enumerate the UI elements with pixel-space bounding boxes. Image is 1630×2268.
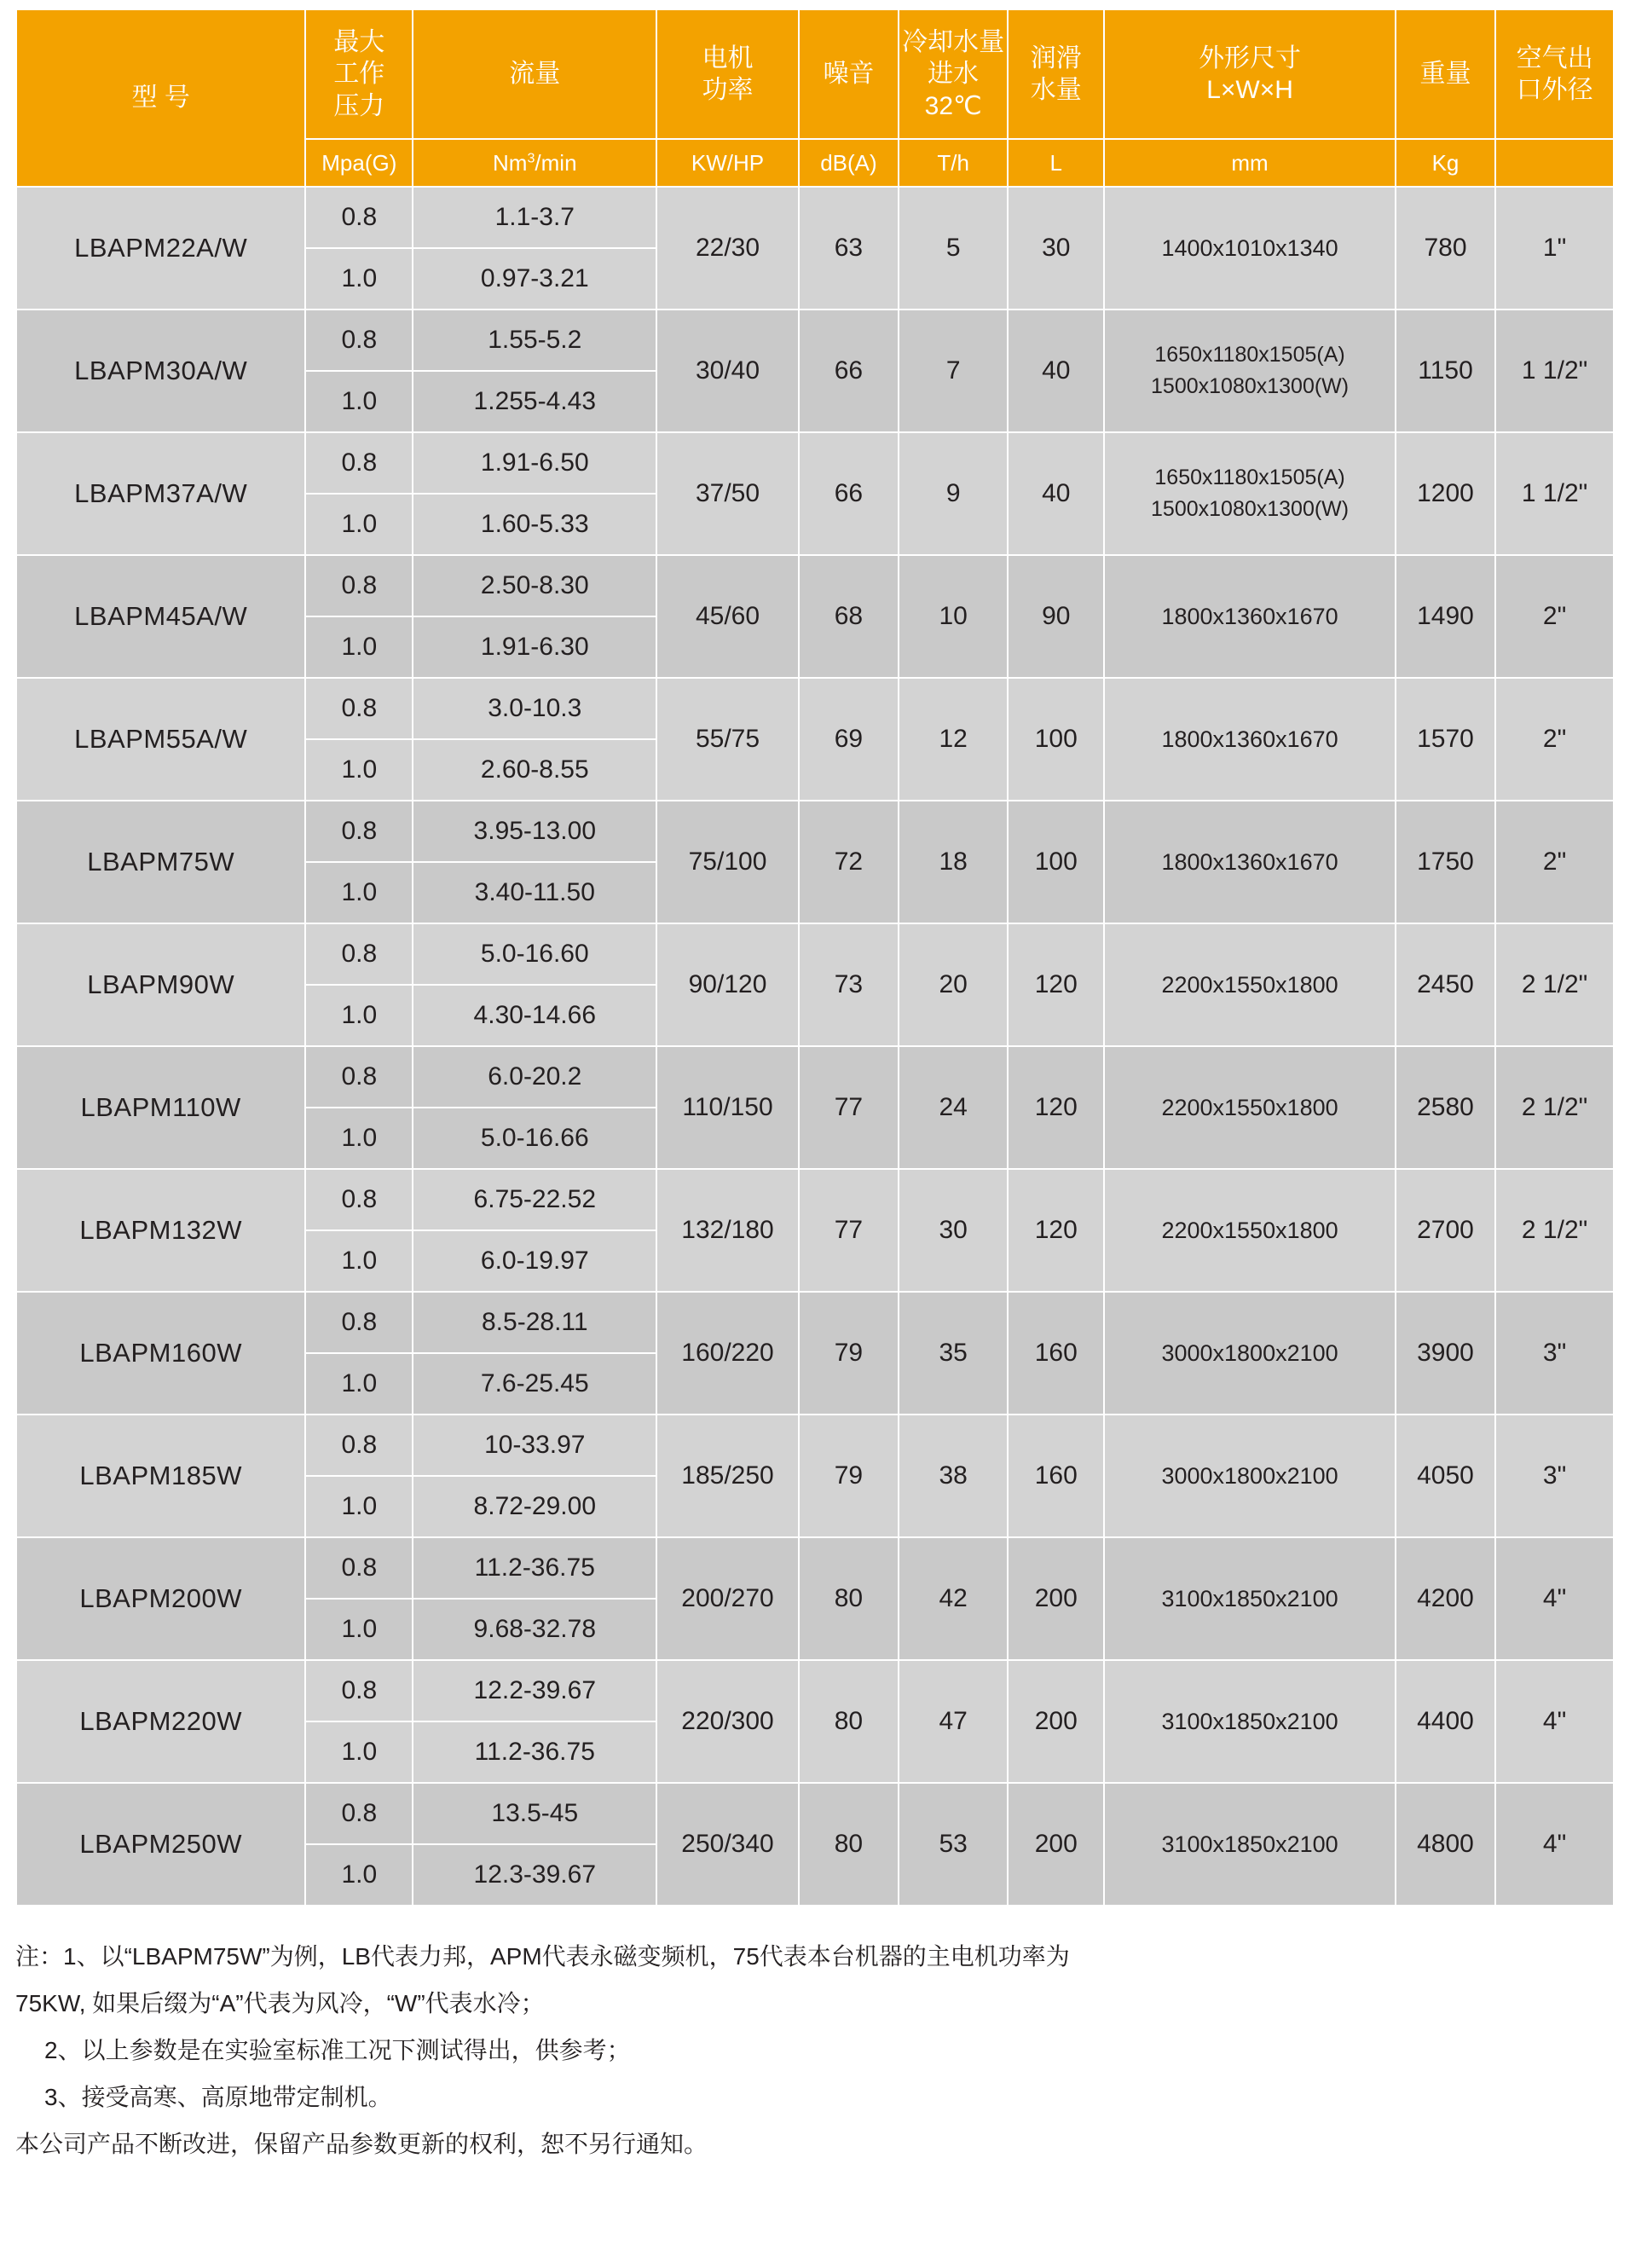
cell-noise: 69 (799, 678, 899, 801)
cell-pressure: 1.0 (305, 985, 413, 1046)
header-model: 型 号 (16, 9, 305, 187)
cell-motor-power: 45/60 (656, 555, 798, 678)
cell-flow: 1.1-3.7 (413, 187, 656, 248)
dimension-line: 1800x1360x1670 (1161, 726, 1338, 752)
table-row (16, 678, 1614, 739)
cell-air-outlet: 3" (1495, 1292, 1614, 1415)
cell-motor-power: 200/270 (656, 1537, 798, 1660)
cell-dimensions (1104, 678, 1396, 801)
cell-flow: 5.0-16.66 (413, 1108, 656, 1169)
cell-noise: 77 (799, 1046, 899, 1169)
dimension-line: 3000x1800x2100 (1161, 1339, 1338, 1366)
cell-motor-power: 22/30 (656, 187, 798, 310)
table-row (16, 432, 1614, 494)
cell-lubrication-water: 160 (1008, 1292, 1104, 1415)
cell-weight: 780 (1396, 187, 1495, 310)
header-flow: 流量 (413, 9, 656, 139)
cell-model: LBAPM160W (16, 1292, 305, 1415)
header-weight: 重量 (1396, 9, 1495, 139)
table-row (16, 187, 1614, 248)
cell-motor-power: 250/340 (656, 1783, 798, 1906)
cell-flow: 3.95-13.00 (413, 801, 656, 862)
cell-dimensions (1104, 801, 1396, 923)
cell-noise: 80 (799, 1537, 899, 1660)
unit-weight: Kg (1396, 139, 1495, 187)
cell-air-outlet: 2 1/2" (1495, 1169, 1614, 1292)
unit-lub: L (1008, 139, 1104, 187)
header-air-outlet (1495, 9, 1614, 139)
cell-flow: 3.0-10.3 (413, 678, 656, 739)
cell-model: LBAPM45A/W (16, 555, 305, 678)
cell-noise: 68 (799, 555, 899, 678)
cell-air-outlet: 1 1/2" (1495, 432, 1614, 555)
cell-air-outlet: 2 1/2" (1495, 1046, 1614, 1169)
cell-motor-power: 55/75 (656, 678, 798, 801)
cell-lubrication-water: 200 (1008, 1660, 1104, 1783)
cell-flow: 3.40-11.50 (413, 862, 656, 923)
table-row (16, 1169, 1614, 1230)
cell-air-outlet: 1 1/2" (1495, 310, 1614, 432)
cell-cooling-water: 38 (899, 1415, 1008, 1537)
cell-air-outlet: 3" (1495, 1415, 1614, 1537)
cell-cooling-water: 10 (899, 555, 1008, 678)
cell-flow: 1.91-6.50 (413, 432, 656, 494)
note-line-5: 本公司产品不断改进，保留产品参数更新的权利，恕不另行通知。 (15, 2131, 708, 2157)
cell-pressure: 1.0 (305, 1230, 413, 1292)
cell-noise: 66 (799, 432, 899, 555)
cell-weight: 4050 (1396, 1415, 1495, 1537)
cell-model: LBAPM37A/W (16, 432, 305, 555)
cell-pressure: 0.8 (305, 555, 413, 616)
cell-air-outlet: 4" (1495, 1783, 1614, 1906)
cell-weight: 4200 (1396, 1537, 1495, 1660)
cell-pressure: 0.8 (305, 923, 413, 985)
cell-model: LBAPM220W (16, 1660, 305, 1783)
cell-pressure: 1.0 (305, 862, 413, 923)
table-header (16, 9, 1614, 187)
cell-dimensions (1104, 432, 1396, 555)
cell-flow: 1.60-5.33 (413, 494, 656, 555)
cell-flow: 10-33.97 (413, 1415, 656, 1476)
cell-air-outlet: 2" (1495, 801, 1614, 923)
dimension-line: 1500x1080x1300(W) (1151, 374, 1350, 398)
note-line-1: 注：1、以“LBAPM75W”为例，LB代表力邦，APM代表永磁变频机，75代表本台机器的主电机功率为 (15, 1943, 1070, 1970)
dimension-line: 1800x1360x1670 (1161, 848, 1338, 875)
cell-pressure: 1.0 (305, 248, 413, 310)
cell-flow: 7.6-25.45 (413, 1353, 656, 1415)
cell-dimensions (1104, 1537, 1396, 1660)
header-motor-power (656, 9, 798, 139)
header-motor-line1: 电机 (702, 43, 754, 72)
cell-model: LBAPM55A/W (16, 678, 305, 801)
cell-lubrication-water: 200 (1008, 1783, 1104, 1906)
note-line-4: 3、接受高寒、高原地带定制机。 (44, 2084, 392, 2110)
cell-cooling-water: 42 (899, 1537, 1008, 1660)
table-row (16, 923, 1614, 985)
cell-cooling-water: 5 (899, 187, 1008, 310)
cell-lubrication-water: 100 (1008, 801, 1104, 923)
cell-flow: 11.2-36.75 (413, 1537, 656, 1599)
cell-flow: 12.2-39.67 (413, 1660, 656, 1721)
cell-weight: 1200 (1396, 432, 1495, 555)
dimension-line: 2200x1550x1800 (1161, 1217, 1338, 1243)
cell-motor-power: 160/220 (656, 1292, 798, 1415)
cell-flow: 13.5-45 (413, 1783, 656, 1844)
dimension-line: 1650x1180x1505(A) (1154, 465, 1345, 489)
cell-weight: 4400 (1396, 1660, 1495, 1783)
cell-pressure: 0.8 (305, 1783, 413, 1844)
table-row (16, 1292, 1614, 1353)
cell-pressure: 1.0 (305, 1844, 413, 1906)
cell-lubrication-water: 120 (1008, 923, 1104, 1046)
cell-model: LBAPM132W (16, 1169, 305, 1292)
header-cooling-water (899, 9, 1008, 139)
cell-weight: 2450 (1396, 923, 1495, 1046)
cell-noise: 66 (799, 310, 899, 432)
cell-noise: 80 (799, 1660, 899, 1783)
cell-motor-power: 185/250 (656, 1415, 798, 1537)
cell-weight: 1750 (1396, 801, 1495, 923)
cell-model: LBAPM75W (16, 801, 305, 923)
unit-flow-prefix: Nm (493, 149, 528, 176)
cell-flow: 4.30-14.66 (413, 985, 656, 1046)
note-line-2: 75KW, 如果后缀为“A”代表为风冷，“W”代表水冷； (15, 1990, 545, 2016)
cell-lubrication-water: 30 (1008, 187, 1104, 310)
cell-dimensions (1104, 1046, 1396, 1169)
cell-flow: 0.97-3.21 (413, 248, 656, 310)
table-row (16, 1783, 1614, 1844)
cell-model: LBAPM200W (16, 1537, 305, 1660)
header-pressure (305, 9, 413, 139)
cell-motor-power: 220/300 (656, 1660, 798, 1783)
dimension-line: 2200x1550x1800 (1161, 971, 1338, 998)
dimension-line: 1400x1010x1340 (1161, 234, 1338, 261)
header-cooling-line2: 进水32℃ (924, 60, 982, 120)
cell-pressure: 0.8 (305, 1046, 413, 1108)
cell-model: LBAPM110W (16, 1046, 305, 1169)
unit-pressure: Mpa(G) (305, 139, 413, 187)
unit-cooling: T/h (899, 139, 1008, 187)
dimension-line: 1800x1360x1670 (1161, 603, 1338, 629)
cell-lubrication-water: 100 (1008, 678, 1104, 801)
cell-weight: 1150 (1396, 310, 1495, 432)
cell-motor-power: 30/40 (656, 310, 798, 432)
cell-pressure: 1.0 (305, 616, 413, 678)
table-row (16, 1046, 1614, 1108)
cell-cooling-water: 47 (899, 1660, 1008, 1783)
cell-cooling-water: 9 (899, 432, 1008, 555)
cell-model: LBAPM185W (16, 1415, 305, 1537)
cell-lubrication-water: 90 (1008, 555, 1104, 678)
header-lub-line1: 润滑 (1030, 43, 1082, 72)
cell-dimensions (1104, 1660, 1396, 1783)
cell-flow: 9.68-32.78 (413, 1599, 656, 1660)
cell-weight: 4800 (1396, 1783, 1495, 1906)
cell-dimensions (1104, 1415, 1396, 1537)
cell-flow: 6.75-22.52 (413, 1169, 656, 1230)
cell-flow: 8.5-28.11 (413, 1292, 656, 1353)
cell-flow: 1.255-4.43 (413, 371, 656, 432)
header-lub-line2: 水量 (1030, 76, 1082, 104)
cell-air-outlet: 4" (1495, 1660, 1614, 1783)
cell-dimensions (1104, 310, 1396, 432)
table-row (16, 801, 1614, 862)
cell-flow: 1.55-5.2 (413, 310, 656, 371)
cell-model: LBAPM22A/W (16, 187, 305, 310)
cell-pressure: 0.8 (305, 1415, 413, 1476)
unit-air-outlet (1495, 139, 1614, 187)
cell-dimensions (1104, 187, 1396, 310)
cell-pressure: 1.0 (305, 494, 413, 555)
table-body (16, 187, 1614, 1906)
cell-cooling-water: 20 (899, 923, 1008, 1046)
cell-flow: 6.0-19.97 (413, 1230, 656, 1292)
cell-cooling-water: 30 (899, 1169, 1008, 1292)
dimension-line: 3100x1850x2100 (1161, 1708, 1338, 1734)
cell-dimensions (1104, 1292, 1396, 1415)
cell-motor-power: 37/50 (656, 432, 798, 555)
table-row (16, 555, 1614, 616)
specification-table (15, 9, 1615, 1906)
cell-cooling-water: 24 (899, 1046, 1008, 1169)
cell-weight: 1570 (1396, 678, 1495, 801)
header-dim-line1: 外形尺寸 (1199, 43, 1302, 72)
cell-model: LBAPM90W (16, 923, 305, 1046)
cell-pressure: 0.8 (305, 432, 413, 494)
cell-pressure: 1.0 (305, 1108, 413, 1169)
header-motor-line2: 功率 (702, 76, 754, 104)
cell-pressure: 1.0 (305, 1721, 413, 1783)
cell-flow: 6.0-20.2 (413, 1046, 656, 1108)
header-dimensions (1104, 9, 1396, 139)
cell-pressure: 0.8 (305, 1660, 413, 1721)
cell-dimensions (1104, 1169, 1396, 1292)
cell-pressure: 0.8 (305, 1169, 413, 1230)
cell-air-outlet: 2" (1495, 678, 1614, 801)
cell-flow: 8.72-29.00 (413, 1476, 656, 1537)
cell-lubrication-water: 120 (1008, 1046, 1104, 1169)
cell-weight: 3900 (1396, 1292, 1495, 1415)
cell-flow: 11.2-36.75 (413, 1721, 656, 1783)
cell-flow: 2.50-8.30 (413, 555, 656, 616)
cell-cooling-water: 53 (899, 1783, 1008, 1906)
cell-air-outlet: 2" (1495, 555, 1614, 678)
table-row (16, 1660, 1614, 1721)
cell-weight: 2700 (1396, 1169, 1495, 1292)
header-outlet-line2: 口外径 (1516, 76, 1593, 104)
cell-flow: 12.3-39.67 (413, 1844, 656, 1906)
cell-pressure: 1.0 (305, 739, 413, 801)
cell-pressure: 0.8 (305, 801, 413, 862)
cell-pressure: 0.8 (305, 1537, 413, 1599)
cell-noise: 77 (799, 1169, 899, 1292)
table-row (16, 1415, 1614, 1476)
unit-flow (413, 139, 656, 187)
table-row (16, 310, 1614, 371)
cell-air-outlet: 2 1/2" (1495, 923, 1614, 1046)
unit-flow-suffix: /min (535, 149, 577, 176)
cell-pressure: 1.0 (305, 1599, 413, 1660)
cell-motor-power: 75/100 (656, 801, 798, 923)
header-pressure-line3: 压力 (333, 91, 385, 120)
cell-noise: 72 (799, 801, 899, 923)
cell-lubrication-water: 40 (1008, 432, 1104, 555)
note-line-3: 2、以上参数是在实验室标准工况下测试得出，供参考； (44, 2037, 631, 2063)
cell-air-outlet: 4" (1495, 1537, 1614, 1660)
cell-dimensions (1104, 923, 1396, 1046)
cell-noise: 63 (799, 187, 899, 310)
header-dim-line2: L×W×H (1206, 76, 1293, 104)
cell-dimensions (1104, 1783, 1396, 1906)
cell-weight: 2580 (1396, 1046, 1495, 1169)
cell-lubrication-water: 120 (1008, 1169, 1104, 1292)
cell-cooling-water: 18 (899, 801, 1008, 923)
cell-pressure: 1.0 (305, 1353, 413, 1415)
dimension-line: 1650x1180x1505(A) (1154, 342, 1345, 367)
dimension-line: 3100x1850x2100 (1161, 1585, 1338, 1611)
cell-cooling-water: 12 (899, 678, 1008, 801)
dimension-line: 1500x1080x1300(W) (1151, 497, 1350, 521)
cell-air-outlet: 1" (1495, 187, 1614, 310)
cell-lubrication-water: 40 (1008, 310, 1104, 432)
cell-motor-power: 132/180 (656, 1169, 798, 1292)
cell-cooling-water: 7 (899, 310, 1008, 432)
header-outlet-line1: 空气出 (1516, 43, 1593, 72)
cell-noise: 79 (799, 1292, 899, 1415)
unit-motor: KW/HP (656, 139, 798, 187)
cell-flow: 1.91-6.30 (413, 616, 656, 678)
dimension-line: 2200x1550x1800 (1161, 1094, 1338, 1120)
cell-pressure: 1.0 (305, 371, 413, 432)
header-cooling-line1: 冷却水量 (902, 27, 1005, 56)
unit-noise: dB(A) (799, 139, 899, 187)
cell-lubrication-water: 160 (1008, 1415, 1104, 1537)
cell-pressure: 0.8 (305, 678, 413, 739)
cell-noise: 80 (799, 1783, 899, 1906)
cell-model: LBAPM30A/W (16, 310, 305, 432)
dimension-line: 3100x1850x2100 (1161, 1831, 1338, 1857)
cell-dimensions (1104, 555, 1396, 678)
cell-flow: 5.0-16.60 (413, 923, 656, 985)
cell-pressure: 0.8 (305, 187, 413, 248)
notes-block (15, 1935, 1615, 2165)
header-pressure-line2: 工作 (333, 60, 385, 89)
cell-lubrication-water: 200 (1008, 1537, 1104, 1660)
dimension-line: 3000x1800x2100 (1161, 1462, 1338, 1489)
cell-motor-power: 110/150 (656, 1046, 798, 1169)
cell-pressure: 0.8 (305, 310, 413, 371)
cell-noise: 79 (799, 1415, 899, 1537)
cell-noise: 73 (799, 923, 899, 1046)
unit-flow-sup: 3 (527, 149, 535, 165)
table-row (16, 1537, 1614, 1599)
unit-dim: mm (1104, 139, 1396, 187)
header-noise: 噪音 (799, 9, 899, 139)
cell-pressure: 1.0 (305, 1476, 413, 1537)
header-pressure-line1: 最大 (333, 27, 385, 56)
cell-weight: 1490 (1396, 555, 1495, 678)
cell-model: LBAPM250W (16, 1783, 305, 1906)
cell-flow: 2.60-8.55 (413, 739, 656, 801)
header-lubrication (1008, 9, 1104, 139)
cell-pressure: 0.8 (305, 1292, 413, 1353)
cell-motor-power: 90/120 (656, 923, 798, 1046)
cell-cooling-water: 35 (899, 1292, 1008, 1415)
